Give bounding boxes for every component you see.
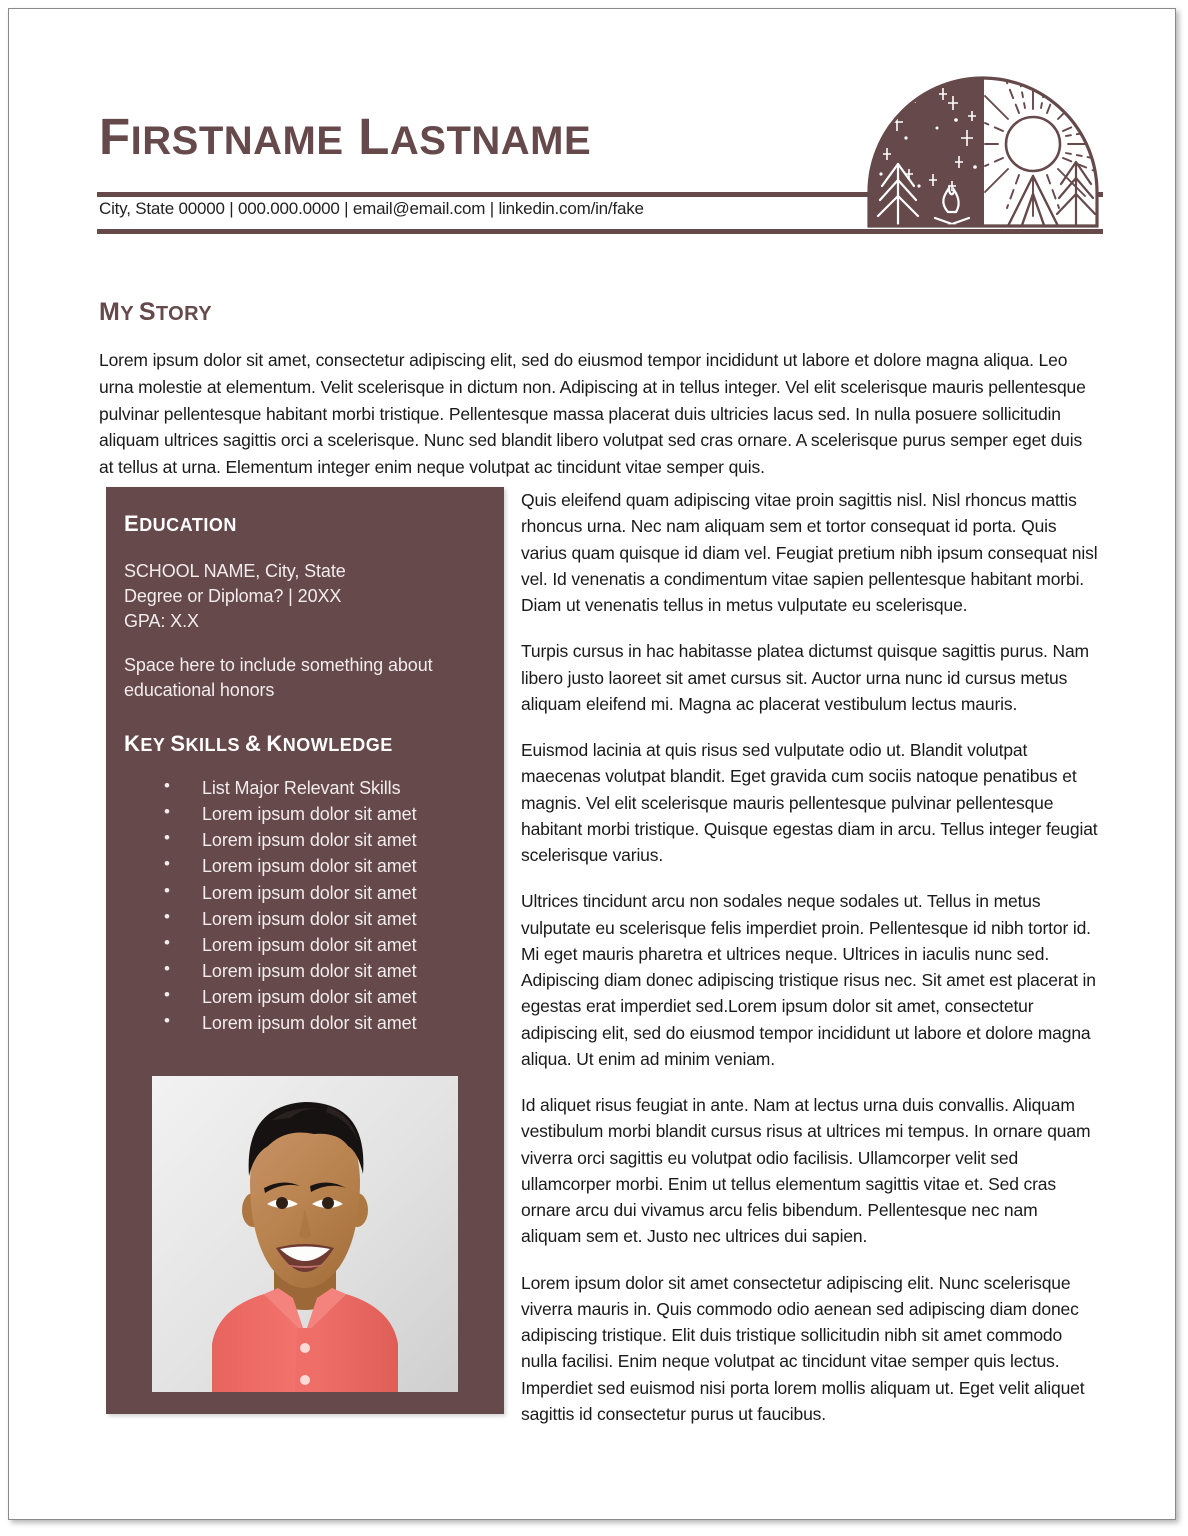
education-entry — [106, 559, 504, 633]
main-column — [521, 487, 1101, 1427]
heading-cap-m: M — [99, 298, 121, 326]
resume-header — [97, 89, 1097, 249]
headshot-photo — [152, 1076, 458, 1392]
last-name-rest: ASTNAME — [389, 119, 592, 163]
skills-heading-cap-k2: K — [266, 731, 283, 757]
list-item: • Lorem ipsum dolor sit amet — [164, 1010, 486, 1036]
education-heading — [106, 513, 504, 535]
skills-heading-rest-kills: KILLS — [185, 735, 241, 756]
first-name-initial: F — [99, 108, 131, 165]
list-item: • Lorem ipsum dolor sit amet — [164, 880, 486, 906]
list-item: • Lorem ipsum dolor sit amet — [164, 958, 486, 984]
body-paragraph: Euismod lacinia at quis risus sed vulputate odio ut. Blandit volutpat maecenas volutpat blandit. Eget gravida cum sociis natoque penatibus et magnis. Vel elit scelerisque mauris pellentesque pulvinar pellentesque habitant morbi tristique. Quisque egestas diam in arcu. Tellus integer feugiat scelerisque varius. — [521, 740, 1098, 865]
list-item: • Lorem ipsum dolor sit amet — [164, 853, 486, 879]
skills-heading-cap-s: S — [170, 731, 186, 757]
skills-heading-cap-k: K — [124, 731, 141, 757]
heading-rest-y: Y — [120, 303, 134, 325]
body-paragraph: Ultrices tincidunt arcu non sodales neque sodales ut. Tellus in metus vulputate eu scelerisque felis imperdiet proin. Pellentesque id nibh tortor id. Mi eget mauris pharetra et ultrices neque. Ultrices in iaculis nunc sed. Adipiscing diam donec adipiscing tristique risus nec. Sit amet est placerat in egestas erat imperdiet sed.Lorem ipsum dolor sit amet, consectetur adipiscing elit, sed do eiusmod tempor incididunt ut labore et dolore magna aliqua. Ut enim ad minim veniam. — [521, 891, 1096, 1069]
education-school: SCHOOL NAME, City, State — [124, 561, 346, 581]
heading-cap-s: S — [138, 298, 156, 326]
education-degree: Degree or Diploma? | 20XX — [124, 585, 342, 606]
list-item: • Lorem ipsum dolor sit amet — [164, 801, 486, 827]
body-paragraph: Lorem ipsum dolor sit amet consectetur adipiscing elit. Nunc scelerisque viverra mauris in. Quis commodo odio aenean sed adipiscing diam donec adipiscing tristique. Elit duis tristique sollicitudin nibh sit amet commodo nulla facilisi. Enim neque volutpat ac tincidunt vitae semper quis lectus. Imperdiet sed euismod nisi porta lorem mollis aliquam ut. Eget velit aliquet sagittis id consectetur purus ut faucibus. — [521, 1272, 1085, 1424]
sidebar — [106, 487, 504, 1414]
education-heading-rest: DUCATION — [139, 515, 237, 535]
skills-list — [106, 775, 504, 1036]
list-item: • Lorem ipsum dolor sit amet — [164, 984, 486, 1010]
document-sheet — [8, 8, 1176, 1520]
education-heading-cap: E — [124, 511, 140, 536]
body-paragraph: Quis eleifend quam adipiscing vitae proin sagittis nisl. Nisl rhoncus mattis rhoncus urna. Nec nam aliquam sem et tortor consequat id porta. Quis varius quam quisque id diam vel. Feugiat pretium nibh ipsum consequat nisl vel. Id venenatis a condimentum vitae sapien pellentesque habitant morbi. Diam ut venenatis tellus in metus vulputate eu scelerisque. — [521, 490, 1098, 615]
first-name-rest: IRSTNAME — [130, 119, 344, 163]
my-story-body: Lorem ipsum dolor sit amet, consectetur adipiscing elit, sed do eiusmod tempor incididunt ut labore et dolore magna aliqua. Leo urna molestie at elementum. Velit scelerisque in dictum non. Adipiscing at in tellus integer. Vel elit scelerisque mauris pellentesque pulvinar pellentesque habitant morbi tristique. Pellentesque massa placerat duis ultricies lacus sed. In nulla posuere sollicitudin aliquam ultrices sagittis orci a scelerisque. Nunc sed blandit libero volutpat sed cras ornare. A scelerisque purus semper eget duis at tellus at urna. Elementum integer enim neque volutpat ac tincidunt vitae semper quis. — [99, 350, 1086, 478]
document-content — [97, 89, 1097, 1519]
campfire-night-day-badge-logo — [857, 66, 1109, 238]
skills-heading-rest-nowledge: NOWLEDGE — [282, 735, 393, 756]
list-item: • Lorem ipsum dolor sit amet — [164, 932, 486, 958]
skills-heading-rest-ey: EY — [140, 735, 166, 756]
body-paragraph: Id aliquet risus feugiat in ante. Nam at lectus urna duis convallis. Aliquam vestibulum morbi blandit cursus risus at ultrices mi tempus. In ornare quam viverra orci sagittis eu volutpat odio facilisis. Ullamcorper velit sed ullamcorper morbi. Enim ut tellus elementum sagittis vitae et. Sed cras ornare arcu dui vivamus arcu felis bibendum. Pellentesque nec nam aliquam sem et. Justo nec ultrices dui sapien. — [521, 1095, 1091, 1247]
heading-rest-tory: TORY — [155, 303, 212, 325]
skills-heading-ampersand: & — [245, 731, 262, 757]
key-skills-heading — [106, 733, 504, 755]
list-item: • Lorem ipsum dolor sit amet — [164, 906, 486, 932]
last-name-initial: L — [358, 108, 390, 165]
education-gpa: GPA: X.X — [124, 610, 199, 631]
list-item: • Lorem ipsum dolor sit amet — [164, 827, 486, 853]
page-title — [99, 108, 592, 165]
list-item: • List Major Relevant Skills — [164, 775, 486, 801]
education-honors-note: Space here to include something about educational honors — [124, 655, 433, 701]
contact-line: City, State 00000 | 000.000.0000 | email@email.com | linkedin.com/in/fake — [99, 199, 644, 218]
my-story-heading — [99, 300, 212, 325]
body-paragraph: Turpis cursus in hac habitasse platea dictumst quisque sagittis purus. Nam libero justo laoreet sit amet cursus sit. Auctor urna nunc id cursus metus aliquam eleifend mi. Magna ac placerat vestibulum lectus mauris. — [521, 641, 1089, 714]
